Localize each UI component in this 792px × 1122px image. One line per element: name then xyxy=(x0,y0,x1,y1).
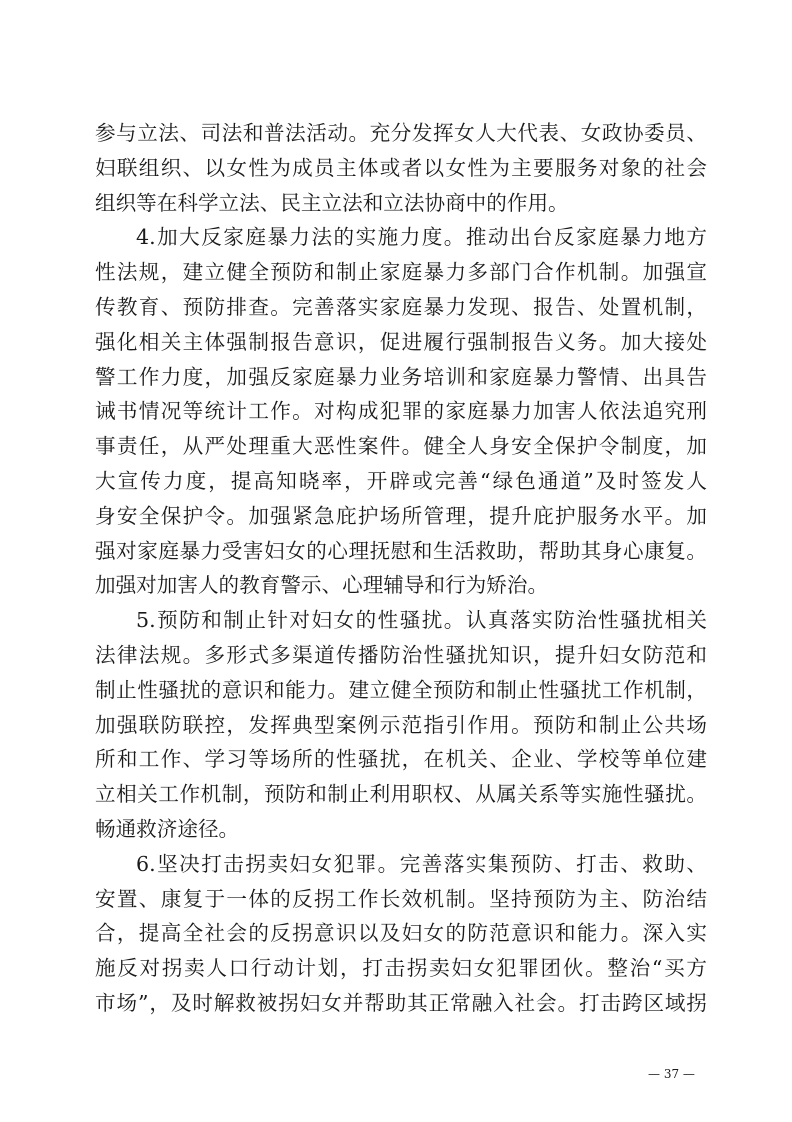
text-line: 强对家庭暴力受害妇女的心理抚慰和生活救助，帮助其身心康复。 xyxy=(95,538,707,563)
text-line: 5.预防和制止针对妇女的性骚扰。认真落实防治性骚扰相关 xyxy=(136,608,707,633)
text-line: 制止性骚扰的意识和能力。建立健全预防和制止性骚扰工作机制， xyxy=(95,677,707,702)
text-line: 警工作力度，加强反家庭暴力业务培训和家庭暴力警情、出具告 xyxy=(95,364,707,389)
document-body xyxy=(95,116,707,1021)
text-line: 妇联组织、以女性为成员主体或者以女性为主要服务对象的社会 xyxy=(95,155,707,180)
text-line: 畅通救济途径。 xyxy=(95,816,240,841)
text-line: 所和工作、学习等场所的性骚扰，在机关、企业、学校等单位建 xyxy=(95,747,707,772)
text-line: 传教育、预防排查。完善落实家庭暴力发现、报告、处置机制， xyxy=(95,294,707,319)
text-line: 施反对拐卖人口行动计划，打击拐卖妇女犯罪团伙。整治“买方 xyxy=(95,956,707,981)
text-line: 强化相关主体强制报告意识，促进履行强制报告义务。加大接处 xyxy=(95,329,707,354)
text-line: 加强联防联控，发挥典型案例示范指引作用。预防和制止公共场 xyxy=(95,712,707,737)
text-line: 性法规，建立健全预防和制止家庭暴力多部门合作机制。加强宣 xyxy=(95,260,707,285)
text-line: 6.坚决打击拐卖妇女犯罪。完善落实集预防、打击、救助、 xyxy=(136,851,707,876)
text-line: 事责任，从严处理重大恶性案件。健全人身安全保护令制度，加 xyxy=(95,434,707,459)
text-line: 合，提高全社会的反拐意识以及妇女的防范意识和能力。深入实 xyxy=(95,921,707,946)
text-line: 身安全保护令。加强紧急庇护场所管理，提升庇护服务水平。加 xyxy=(95,503,707,528)
text-line: 法律法规。多形式多渠道传播防治性骚扰知识，提升妇女防范和 xyxy=(95,642,707,667)
text-line: 市场”，及时解救被拐妇女并帮助其正常融入社会。打击跨区域拐 xyxy=(95,990,707,1015)
text-line: 安置、康复于一体的反拐工作长效机制。坚持预防为主、防治结 xyxy=(95,886,707,911)
page-number: — 37 — xyxy=(648,1067,695,1081)
text-line: 大宣传力度，提高知晓率，开辟或完善“绿色通道”及时签发人 xyxy=(95,468,707,493)
text-line: 加强对加害人的教育警示、心理辅导和行为矫治。 xyxy=(95,573,549,598)
text-line: 参与立法、司法和普法活动。充分发挥女人大代表、女政协委员、 xyxy=(95,121,707,145)
text-line: 立相关工作机制，预防和制止利用职权、从属关系等实施性骚扰。 xyxy=(95,782,707,807)
text-line: 诫书情况等统计工作。对构成犯罪的家庭暴力加害人依法追究刑 xyxy=(95,399,707,424)
text-line: 组织等在科学立法、民主立法和立法协商中的作用。 xyxy=(95,190,569,215)
text-line: 4.加大反家庭暴力法的实施力度。推动出台反家庭暴力地方 xyxy=(136,225,707,250)
